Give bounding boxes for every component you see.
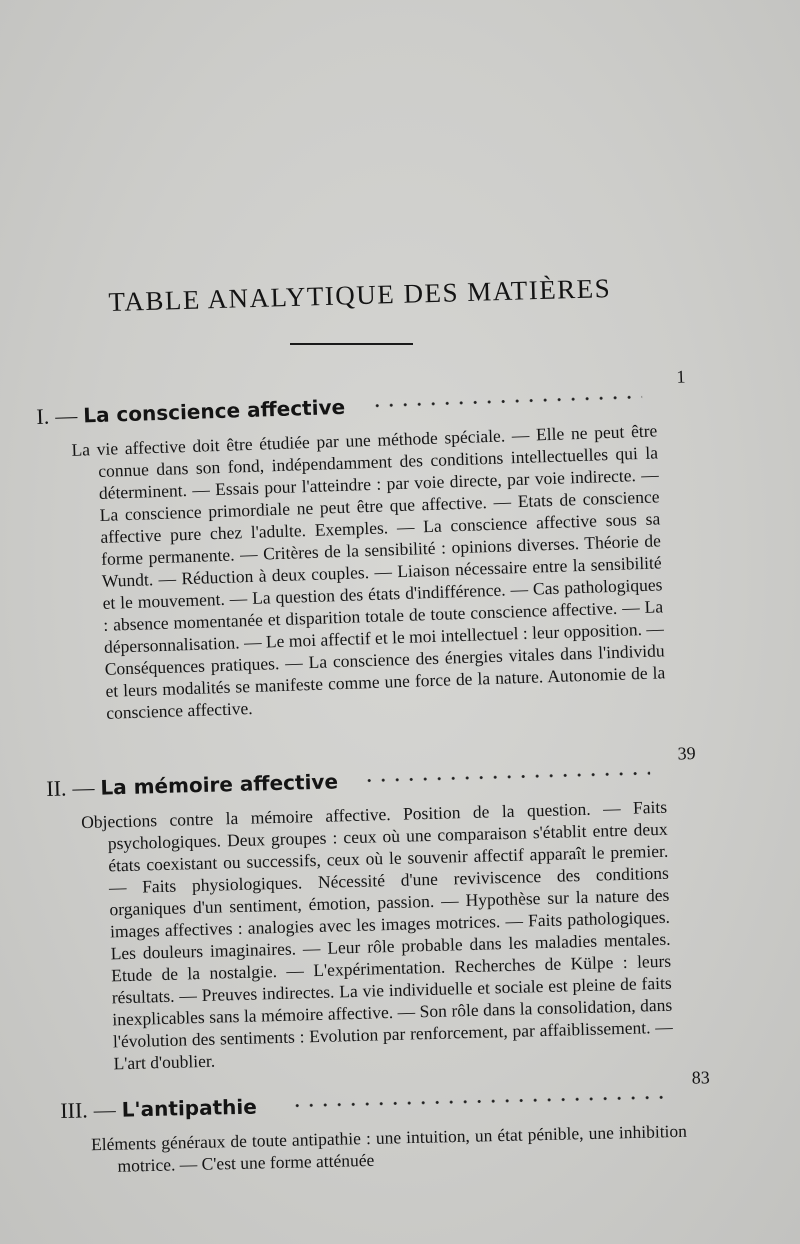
section-numeral: I.	[36, 403, 50, 429]
section-page-number: 39	[677, 742, 696, 764]
section-dash: —	[72, 774, 95, 801]
dot-leader	[362, 770, 650, 784]
page-title: TABLE ANALYTIQUE DES MATIÈRES	[108, 273, 612, 318]
section-page-number: 83	[691, 1067, 710, 1088]
section-title: L'antipathie	[121, 1094, 258, 1122]
section-dash: —	[54, 402, 78, 429]
section-heading	[46, 742, 696, 802]
section-numeral: III.	[60, 1097, 89, 1123]
toc-section-1	[36, 366, 697, 743]
dot-leader	[290, 1094, 668, 1109]
dot-leader	[370, 394, 642, 409]
section-numeral: II.	[46, 775, 67, 801]
section-summary: Eléments généraux de toute antipathie : une intuition, un état pénible, une inhibition motrice. — C'est une forme atténuée	[90, 1120, 688, 1176]
section-dash: —	[93, 1096, 117, 1123]
section-title: La mémoire affective	[100, 769, 339, 800]
title-divider	[290, 343, 413, 345]
section-page-number: 1	[676, 366, 686, 387]
section-summary: La vie affective doit être étudiée par une méthode spéciale. — Elle ne peut être connue dans son fond, indépendamment des conditions intellectuelles qui la déterminent. — Essais pour l'atteindre : par voie directe, par voie indirecte. — La conscience primordiale ne peut être que affective. — Etats de conscience affective pure chez l'adulte. Exemples. — La conscience affective sous sa forme permanente. — Critères de la sensibilité : opinions diverses. Théorie de Wundt. — Réduction à deux couples. — Liaison nécessaire entre la sensibilité et le mouvement. — La question des états d'indifférence. — Cas pathologiques : absence momentanée et disparition totale de toute conscience affective. — La dépersonnalisation. — Le moi affectif et le moi intellectuel : leur opposition. — Conséquences pratiques. — La conscience des énergies vitales dans l'individu et leurs modalités se manifeste comme une force de la nature. Autonomie de la conscience affective.	[71, 420, 666, 723]
toc-section-3	[60, 1067, 712, 1195]
section-title: La conscience affective	[82, 394, 346, 428]
toc-section-2	[46, 742, 704, 1093]
section-summary: Objections contre la mémoire affective. Position de la question. — Faits psychologiques. Deux groupes : ceux où une comparaison s'établit entre deux états coexistant ou successifs, ceux où le souvenir affectif apparaît le premier. — Faits physiologiques. Nécessité d'une reviviscence des conditions organiques d'un sentiment, émotion, passion. — Hypothèse sur la nature des images affectives : analogies avec les images motrices. — Faits pathologiques. Les douleurs imaginaires. — Leur rôle probable dans les maladies mentales. Etude de la nostalgie. — L'expérimentation. Recherches de Külpe : leurs résultats. — Preuves indirectes. La vie individuelle et sociale est pleine de faits inexplicables sans la mémoire affective. — Son rôle dans la consolidation, dans l'évolution des sentiments : Evolution par renforcement, par affaiblissement. — L'art d'oublier.	[80, 796, 674, 1074]
